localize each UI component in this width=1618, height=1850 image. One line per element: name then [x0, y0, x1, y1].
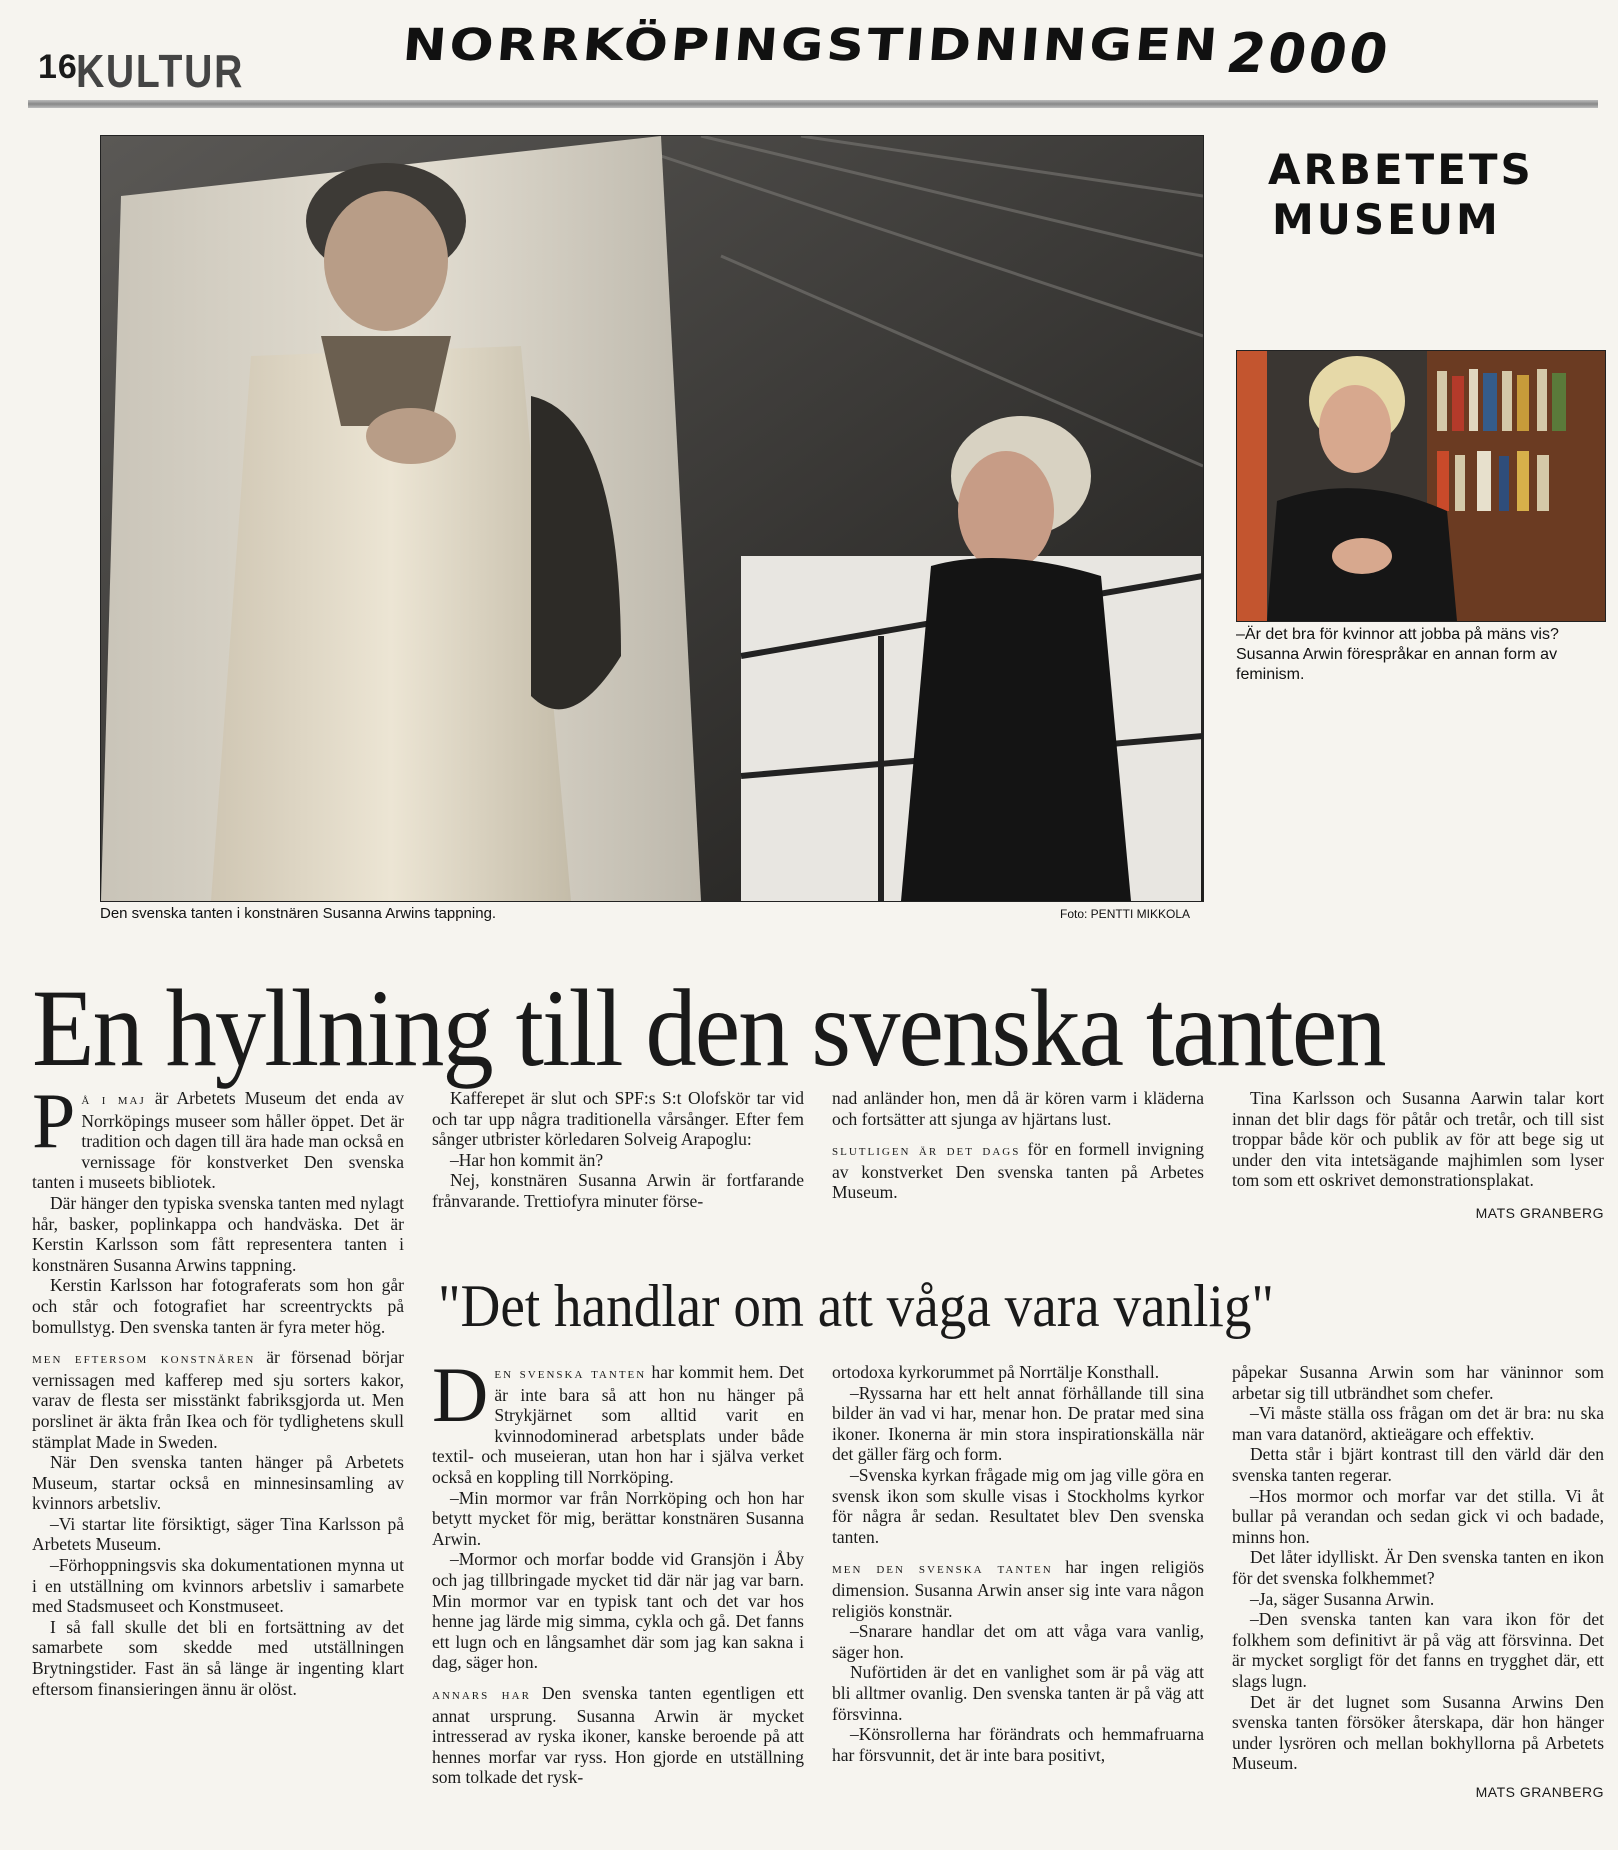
paragraph: är Arbetets Museum det enda av Norrköpings museer som håller öppet. Det är tradition och dagen till ära hade man också en vernissage för konstverket Den svenska tanten i museets bibliotek.	[32, 1088, 404, 1193]
paragraph: Detta står i bjärt kontrast till den värld där den svenska tanten regerar.	[1232, 1444, 1604, 1485]
paragraph: När Den svenska tanten hänger på Arbetets Museum, startar också en minnesinsamling av kvinnors arbetsliv.	[32, 1452, 404, 1514]
main-photo-caption: Den svenska tanten i konstnären Susanna Arwins tappning.	[100, 905, 497, 922]
section-title: KULTUR	[76, 45, 245, 97]
article2-column-3	[1232, 1362, 1604, 1800]
paragraph: har ingen religiös dimension. Susanna Arwin anser sig inte vara någon religiös konstnär.	[832, 1557, 1205, 1621]
header-rule	[28, 100, 1598, 108]
handwritten-note-line2: MUSEUM	[1272, 195, 1501, 244]
article1-column-2	[432, 1088, 804, 1212]
article1-column-4	[1232, 1088, 1604, 1221]
lead-in: en svenska tanten	[494, 1366, 647, 1382]
subheadline: "Det handlar om att våga vara vanlig"	[438, 1273, 1274, 1339]
paragraph: Det låter idylliskt. Är Den svenska tanten en ikon för det svenska folkhemmet?	[1232, 1547, 1604, 1588]
section-lead-in: men den svenska tanten	[832, 1561, 1053, 1578]
side-photo-caption: –Är det bra för kvinnor att jobba på mäns vis? Susanna Arwin förespråkar en annan form av feminism.	[1236, 626, 1559, 683]
paragraph: –Könsrollerna har förändrats och hemmafruarna har försvunnit, det är inte bara positivt,	[832, 1724, 1204, 1765]
paragraph: –Den svenska tanten kan vara ikon för det folkhem som definitivt är på väg att försvinna. Det är mycket sorgligt för det fanns en trygghet där, ett slags lugn.	[1232, 1609, 1604, 1691]
paragraph: Där hänger den typiska svenska tanten med nylagt hår, basker, poplinkappa och handväska. Det är Kerstin Karlsson som fått representera tanten i konstnären Susanna Arwins tappning.	[32, 1192, 404, 1275]
main-photo	[100, 135, 1204, 902]
handwritten-newspaper-name: NORRKÖPINGSTIDNINGEN	[400, 20, 1223, 71]
section-lead-in: annars har	[432, 1686, 531, 1703]
main-photo-credit: Foto: PENTTI MIKKOLA	[1060, 907, 1191, 921]
side-photo	[1236, 350, 1606, 622]
page-number: 16	[38, 48, 78, 86]
byline: MATS GRANBERG	[1475, 1783, 1604, 1800]
paragraph: I så fall skulle det bli en fortsättning av det samarbete som skedde med utställningen Brytningstider. Fast än så länge är ingenting klart eftersom finansieringen ännu är olöst.	[32, 1616, 404, 1699]
paragraph: –Förhoppningsvis ska dokumentationen mynna ut i en utställning om kvinnors arbetsliv i samarbete med Stadsmuseet och Konstmuseet.	[32, 1555, 404, 1617]
paragraph: Kerstin Karlsson har fotograferats som hon går och står och fotografiet har screentryckts på bomullstyg. Den svenska tanten är fyra meter hög.	[32, 1275, 404, 1337]
paragraph: –Svenska kyrkan frågade mig om jag ville göra en svensk ikon som skulle visas i Stockholms kyrkor för några år sedan. Resultatet blev Den svenska tanten.	[832, 1464, 1204, 1547]
drop-cap: D	[432, 1351, 489, 1438]
paragraph: –Vi måste ställa oss frågan om det är bra: nu ska man vara datanörd, aktieägare och effektiv.	[1232, 1403, 1604, 1444]
paragraph: Kafferepet är slut och SPF:s S:t Olofskör tar vid och tar upp några traditionella vårsånger. Efter fem sånger utbrister körledaren Solveig Arapoglu:	[432, 1088, 804, 1150]
paragraph: har kommit hem. Det är inte bara så att hon nu hänger på Strykjärnet som alltid varit en kvinnodominerad arbetsplats under både textil- och museieran, utan hon har i själva verket också en koppling till Norrköping.	[432, 1362, 804, 1487]
paragraph: är försenad börjar vernissagen med kafferep med sju sorters kakor, varav de flesta ser misstänkt fabriksgjorda ut. Men porslinet är äkta från Ikea och för tydlighetens skull stämplat Made in Sweden.	[32, 1347, 404, 1452]
paragraph: –Vi startar lite försiktigt, säger Tina Karlsson på Arbetets Museum.	[32, 1513, 404, 1555]
article-headline: En hyllning till den svenska tanten	[32, 967, 1385, 1089]
paragraph: ortodoxa kyrkorummet på Norrtälje Konsthall.	[832, 1362, 1160, 1382]
main-photo-illustration	[101, 136, 1203, 901]
handwritten-year: 2000	[1228, 22, 1391, 85]
paragraph: –Mormor och morfar bodde vid Gransjön i Åby och jag tillbringade mycket tid där när jag var barn. Min mormor var en typisk tant och det var hos henne jag lärde mig simma, cykla och gå. Det fanns ett lugn och en långsamhet där som jag kan sakna i dag, säger hon.	[432, 1549, 804, 1673]
paragraph: –Ja, säger Susanna Arwin.	[1250, 1588, 1435, 1609]
paragraph: –Snarare handlar det om att våga vara vanlig, säger hon.	[832, 1621, 1204, 1662]
paragraph: –Min mormor var från Norrköping och hon har betytt mycket för mig, berättar konstnären Susanna Arwin.	[432, 1487, 804, 1549]
paragraph: Nej, konstnären Susanna Arwin är fortfarande frånvarande. Trettiofyra minuter förse-	[432, 1170, 804, 1211]
lead-in: å i maj	[81, 1092, 146, 1108]
section-lead-in: slutligen är det dags	[832, 1143, 1021, 1160]
paragraph: Nuförtiden är det en vanlighet som är på väg att bli alltmer ovanlig. Den svenska tanten är på väg att försvinna.	[832, 1662, 1204, 1724]
paragraph: –Har hon kommit än?	[450, 1149, 604, 1170]
paragraph: Tina Karlsson och Susanna Aarwin talar kort innan det blir dags för påtår och tretår, och till sist troppar både kör och publik av för att bege sig ut under den vita intetsägande majhimlen som lyser tom som ett oskrivet demonstrationsplakat.	[1232, 1088, 1604, 1191]
drop-cap: P	[32, 1077, 76, 1164]
handwritten-note-line1: ARBETETS	[1268, 145, 1534, 194]
paragraph: Den svenska tanten egentligen ett annat ursprung. Susanna Arwin är mycket intresserad av ryska ikoner, kanske beroende på att hennes morfar var ryss. Hon gjorde en utställning som tolkade det rysk-	[432, 1682, 804, 1788]
paragraph: –Hos mormor och morfar var det stilla. Vi åt bullar på verandan och sedan gick vi och badade, minns hon.	[1232, 1485, 1604, 1547]
article1-column-1	[32, 1077, 404, 1699]
side-photo-illustration	[1237, 351, 1605, 621]
paragraph: påpekar Susanna Arwin som har väninnor som arbetar sig till utbrändhet som chefer.	[1232, 1362, 1604, 1403]
paragraph: för en formell invigning av konstverket Den svenska tanten på Arbetes Museum.	[832, 1139, 1204, 1203]
article1-column-3	[832, 1088, 1204, 1203]
paragraph: –Ryssarna har ett helt annat förhållande till sina bilder än vad vi har, menar hon. De pratar med sina ikoner. Ikonerna är min stora inspirationskälla när det gäller färg och form.	[832, 1382, 1204, 1465]
paragraph: nad anländer hon, men då är kören varm i kläderna och fortsätter att sjunga av hjärtans lust.	[832, 1088, 1204, 1129]
byline: MATS GRANBERG	[1475, 1204, 1604, 1221]
article2-column-1	[432, 1351, 804, 1788]
section-lead-in: men eftersom konstnären	[32, 1351, 256, 1368]
paragraph: Det är det lugnet som Susanna Arwins Den svenska tanten försöker återskapa, där hon hänger under lysrören och mellan bokhyllorna på Arbetets Museum.	[1232, 1691, 1604, 1774]
article2-column-2	[832, 1362, 1204, 1765]
